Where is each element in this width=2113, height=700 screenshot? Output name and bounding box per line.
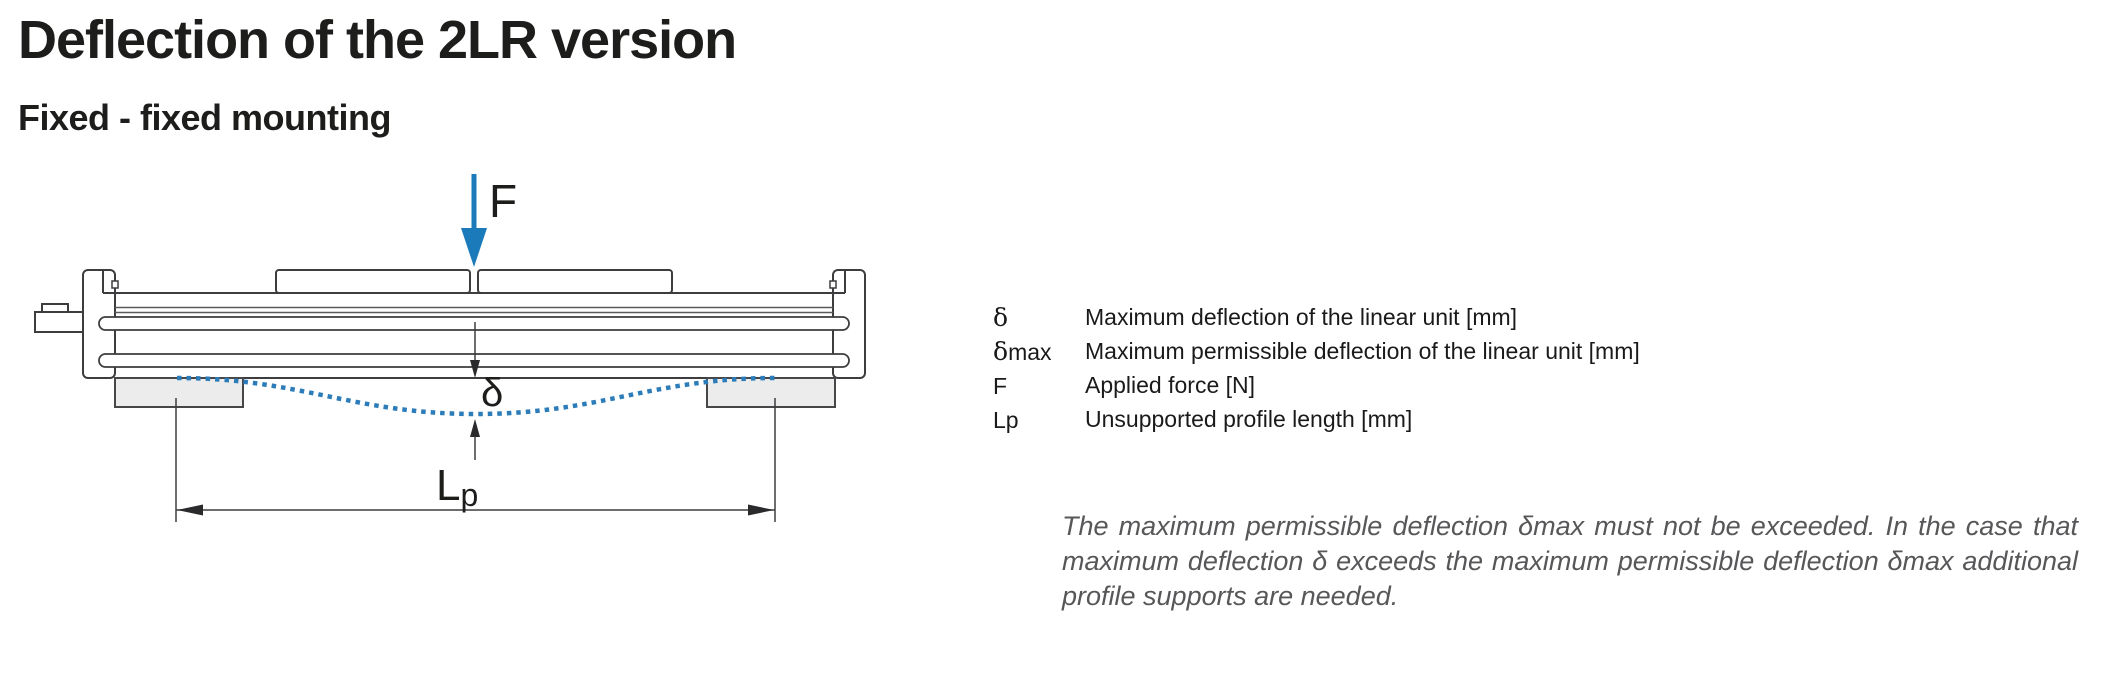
- end-cap-tab-right: [830, 281, 836, 288]
- usage-note-line: The maximum permissible deflection δmax must not be exceeded. In the case that: [1062, 511, 2078, 541]
- delta-arrow-down: [470, 360, 480, 378]
- legend-description: Maximum deflection of the linear unit [mm]: [1085, 304, 1518, 330]
- delta-label: δ: [481, 371, 504, 415]
- deflection-diagram: [0, 160, 950, 560]
- legend: [993, 301, 1640, 437]
- usage-note-line: profile supports are needed.: [1062, 581, 1399, 611]
- legend-row-delta-max: [993, 335, 1640, 369]
- legend-symbol: δmax: [993, 337, 1052, 366]
- lp-label: Lp: [436, 461, 479, 513]
- force-arrowhead: [461, 228, 487, 267]
- legend-description: Maximum permissible deflection of the linear unit [mm]: [1085, 338, 1640, 364]
- legend-symbol: δ: [993, 303, 1009, 332]
- legend-symbol: Lp: [993, 407, 1019, 433]
- motor-shaft: [35, 312, 83, 332]
- end-cap-tab-left: [112, 281, 118, 288]
- legend-symbol: F: [993, 373, 1008, 399]
- lp-arrowhead-right: [748, 505, 774, 516]
- legend-row-force: [993, 369, 1640, 403]
- support-block-right: [707, 378, 835, 407]
- usage-note: [1062, 509, 2078, 614]
- legend-description: Unsupported profile length [mm]: [1085, 406, 1413, 432]
- deflection-curve: [177, 378, 775, 414]
- motor-shaft-key: [42, 304, 68, 312]
- page-title: Deflection of the 2LR version: [18, 10, 737, 70]
- guide-rod-top: [99, 317, 849, 330]
- linear-unit-body: [35, 270, 865, 407]
- legend-row-length: [993, 403, 1640, 437]
- force-arrow: [461, 174, 487, 267]
- end-cap-steps: [103, 270, 845, 293]
- carriage-plate-left: [276, 270, 470, 293]
- delta-arrow-up: [470, 419, 480, 437]
- carriage-plate-right: [478, 270, 672, 293]
- usage-note-line: maximum deflection δ exceeds the maximum permissible deflection δmax additional: [1062, 546, 2078, 576]
- legend-description: Applied force [N]: [1085, 372, 1256, 398]
- legend-row-delta: [993, 301, 1640, 335]
- support-block-left: [115, 378, 243, 407]
- lp-arrowhead-left: [177, 505, 203, 516]
- force-label: F: [489, 175, 518, 227]
- page-subtitle: Fixed - fixed mounting: [18, 97, 391, 138]
